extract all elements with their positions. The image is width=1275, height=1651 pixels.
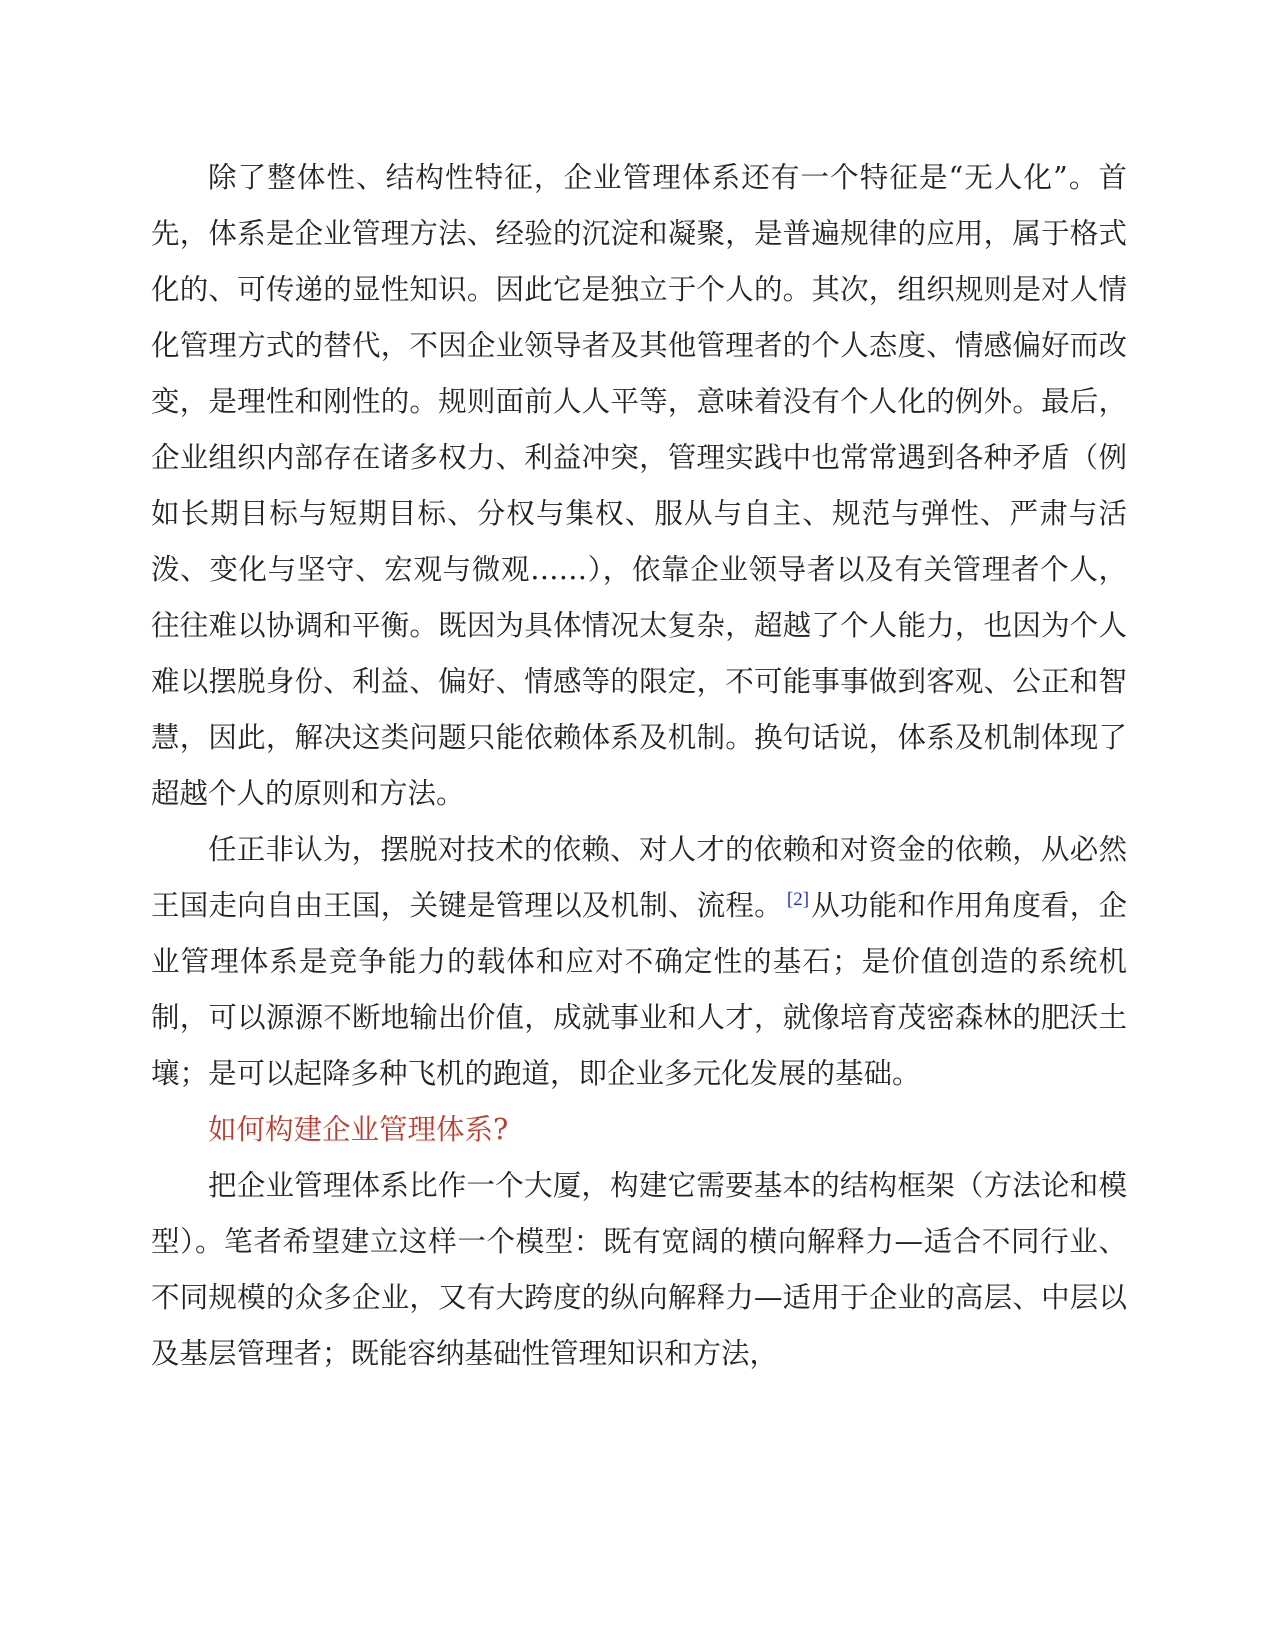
paragraph-text: 任正非认为，摆脱对技术的依赖、对人才的依赖和对资金的依赖，从必然王国走向自由王国，关键是管理以及机制、流程。 <box>151 833 1127 922</box>
paragraph: 除了整体性、结构性特征，企业管理体系还有一个特征是“无人化”。首先，体系是企业管理方法、经验的沉淀和凝聚，是普遍规律的应用，属于格式化的、可传递的显性知识。因此它是独立于个人的。其次，组织规则是对人情化管理方式的替代，不因企业领导者及其他管理者的个人态度、情感偏好而改变，是理性和刚性的。规则面前人人平等，意味着没有个人化的例外。最后，企业组织内部存在诸多权力、利益冲突，管理实践中也常常遇到各种矛盾（例如长期目标与短期目标、分权与集权、服从与自主、规范与弹性、严肃与活泼、变化与坚守、宏观与微观……），依靠企业领导者以及有关管理者个人，往往难以协调和平衡。既因为具体情况太复杂，超越了个人能力，也因为个人难以摆脱身份、利益、偏好、情感等的限定，不可能事事做到客观、公正和智慧，因此，解决这类问题只能依赖体系及机制。换句话说，体系及机制体现了超越个人的原则和方法。 <box>151 161 1127 810</box>
section-heading: 如何构建企业管理体系? <box>208 1113 509 1146</box>
paragraph-text: 从功能和作用角度看，企业管理体系是竞争能力的载体和应对不确定性的基石；是价值创造的系统机制，可以源源不断地输出价值，成就事业和人才，就像培育茂密森林的肥沃土壤；是可以起降多种飞机的跑道，即企业多元化发展的基础。 <box>151 889 1127 1090</box>
footnote-link[interactable]: [2] <box>786 888 810 910</box>
paragraph: 把企业管理体系比作一个大厦，构建它需要基本的结构框架（方法论和模型）。笔者希望建立这样一个模型：既有宽阔的横向解释力—适合不同行业、不同规模的众多企业，又有大跨度的纵向解释力—适用于企业的高层、中层以及基层管理者；既能容纳基础性管理知识和方法， <box>151 1169 1127 1370</box>
paragraph <box>151 822 1127 1102</box>
body-text <box>151 150 1127 1382</box>
